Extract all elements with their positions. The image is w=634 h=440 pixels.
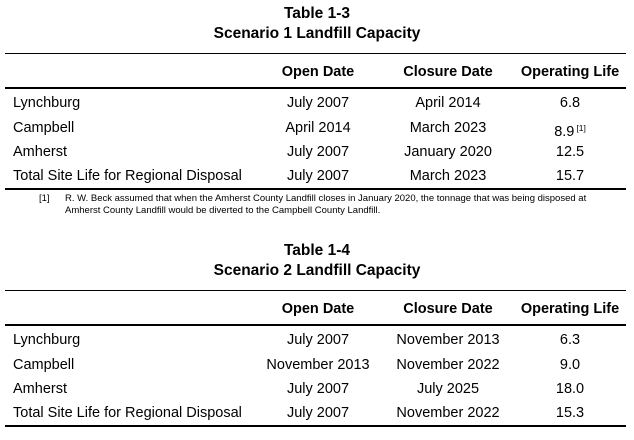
table-row — [0, 354, 634, 376]
operating-life-value: 8.9 — [554, 124, 575, 140]
table-row — [0, 117, 634, 139]
row-open-date: July 2007 — [286, 332, 350, 348]
table-title: Table 1-4 — [283, 242, 351, 259]
row-closure-date: November 2013 — [396, 332, 500, 348]
row-open-date: July 2007 — [286, 405, 350, 421]
table-row — [0, 329, 634, 351]
row-operating-life — [516, 117, 624, 143]
table-footnote — [40, 193, 620, 219]
table-header-row — [0, 298, 634, 320]
top-rule — [5, 53, 626, 54]
row-operating-life: 12.5 — [555, 144, 585, 160]
row-open-date: July 2007 — [286, 144, 350, 160]
row-name: Lynchburg — [13, 332, 81, 348]
header-closure-date: Closure Date — [403, 301, 493, 317]
header-open-date: Open Date — [281, 64, 355, 80]
row-name: Campbell — [13, 357, 75, 373]
row-closure-date: November 2022 — [396, 357, 500, 373]
top-rule — [5, 290, 626, 291]
row-name: Amherst — [13, 144, 67, 160]
table-row — [0, 141, 634, 163]
row-name: Total Site Life for Regional Disposal — [13, 168, 242, 184]
header-closure-date: Closure Date — [403, 64, 493, 80]
table-row — [0, 92, 634, 114]
row-operating-life: 6.8 — [559, 95, 581, 111]
header-open-date: Open Date — [281, 301, 355, 317]
row-open-date: July 2007 — [286, 381, 350, 397]
header-rule — [5, 87, 626, 89]
footnote-line-2: Amherst County Landfill would be diverted to the Campbell County Landfill. — [65, 205, 381, 216]
table-row — [0, 402, 634, 424]
row-open-date: July 2007 — [286, 95, 350, 111]
row-closure-date: April 2014 — [415, 95, 481, 111]
table-subtitle: Scenario 1 Landfill Capacity — [213, 25, 421, 42]
table-row — [0, 165, 634, 187]
footnote-reference: [1] — [576, 123, 586, 133]
table-header-row — [0, 61, 634, 83]
bottom-rule — [5, 188, 626, 190]
row-name: Total Site Life for Regional Disposal — [13, 405, 242, 421]
row-operating-life: 9.0 — [559, 357, 581, 373]
footnote-mark: [1] — [39, 193, 50, 204]
footnote-line-1: R. W. Beck assumed that when the Amherst County Landfill closes in January 2020, the tonnage that was being disposed at — [65, 193, 587, 204]
header-operating-life: Operating Life — [520, 301, 620, 317]
row-open-date: July 2007 — [286, 168, 350, 184]
table-subtitle: Scenario 2 Landfill Capacity — [213, 262, 421, 279]
header-operating-life: Operating Life — [520, 64, 620, 80]
row-operating-life: 18.0 — [555, 381, 585, 397]
row-operating-life: 15.3 — [555, 405, 585, 421]
row-open-date: November 2013 — [266, 357, 370, 373]
row-closure-date: March 2023 — [409, 168, 487, 184]
table-title: Table 1-3 — [283, 5, 351, 22]
row-name: Amherst — [13, 381, 67, 397]
row-closure-date: July 2025 — [416, 381, 480, 397]
table-row — [0, 378, 634, 400]
header-rule — [5, 324, 626, 326]
row-operating-life: 15.7 — [555, 168, 585, 184]
row-operating-life: 6.3 — [559, 332, 581, 348]
row-closure-date: January 2020 — [404, 144, 492, 160]
row-closure-date: November 2022 — [396, 405, 500, 421]
row-closure-date: March 2023 — [409, 120, 487, 136]
row-name: Campbell — [13, 120, 75, 136]
row-name: Lynchburg — [13, 95, 81, 111]
bottom-rule — [5, 425, 626, 427]
row-open-date: April 2014 — [285, 120, 351, 136]
